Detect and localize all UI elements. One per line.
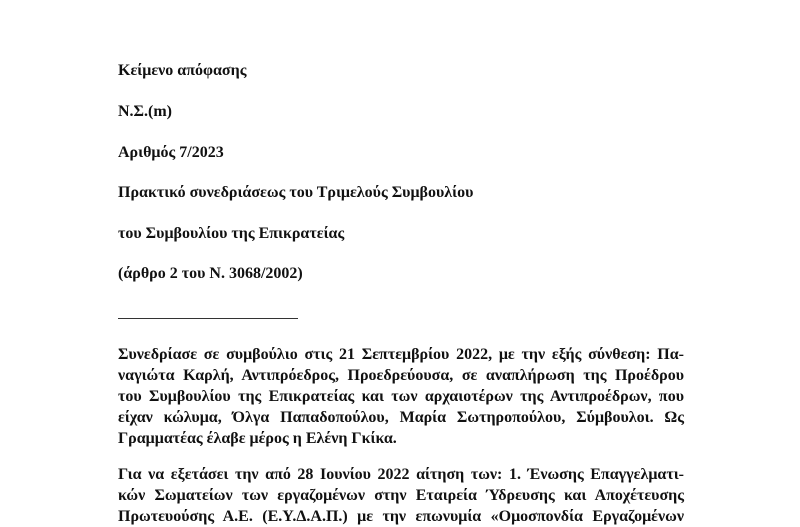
- document-label: Κείμενο απόφασης: [118, 62, 247, 79]
- paragraph-line: Γραμματέας έλαβε μέρος η Ελένη Γκίκα.: [118, 430, 397, 447]
- paragraph-line: Συνεδρίασε σε συμβούλιο στις 21 Σεπτεμβρίου 2022, με την εξής σύνθεση: Πα-: [118, 346, 684, 363]
- separator-rule: [118, 318, 298, 319]
- paragraph-line: Πρωτευούσης Α.Ε. (Ε.Υ.Δ.Α.Π.) με την επωνυμία «Ομοσπονδία Εργαζομένων: [118, 508, 684, 525]
- decision-number: Αριθμός 7/2023: [118, 144, 224, 161]
- session-composition-paragraph: [118, 344, 684, 449]
- paragraph-line: Για να εξετάσει την από 28 Ιουνίου 2022 αίτηση των: 1. Ένωσης Επαγγελματι-: [118, 466, 684, 483]
- title-line-1: Πρακτικό συνεδριάσεως του Τριμελούς Συμβουλίου: [118, 184, 474, 201]
- case-code: Ν.Σ.(m): [118, 103, 172, 120]
- paragraph-line: ναγιώτα Καρλή, Αντιπρόεδρος, Προεδρεύουσα, σε αναπλήρωση της Προέδρου: [118, 367, 684, 384]
- paragraph-line: του Συμβουλίου της Επικρατείας και των αρχαιοτέρων της Αντιπροέδρων, που: [118, 388, 684, 405]
- application-paragraph: [118, 464, 684, 527]
- legal-reference: (άρθρο 2 του Ν. 3068/2002): [118, 265, 303, 282]
- paragraph-line: είχαν κώλυμα, Όλγα Παπαδοπούλου, Μαρία Σωτηροπούλου, Σύμβουλοι. Ως: [118, 409, 684, 426]
- title-line-2: του Συμβουλίου της Επικρατείας: [118, 225, 345, 242]
- paragraph-line: κών Σωματείων των εργαζομένων στην Εταιρεία Ύδρευσης και Αποχέτευσης: [118, 487, 684, 504]
